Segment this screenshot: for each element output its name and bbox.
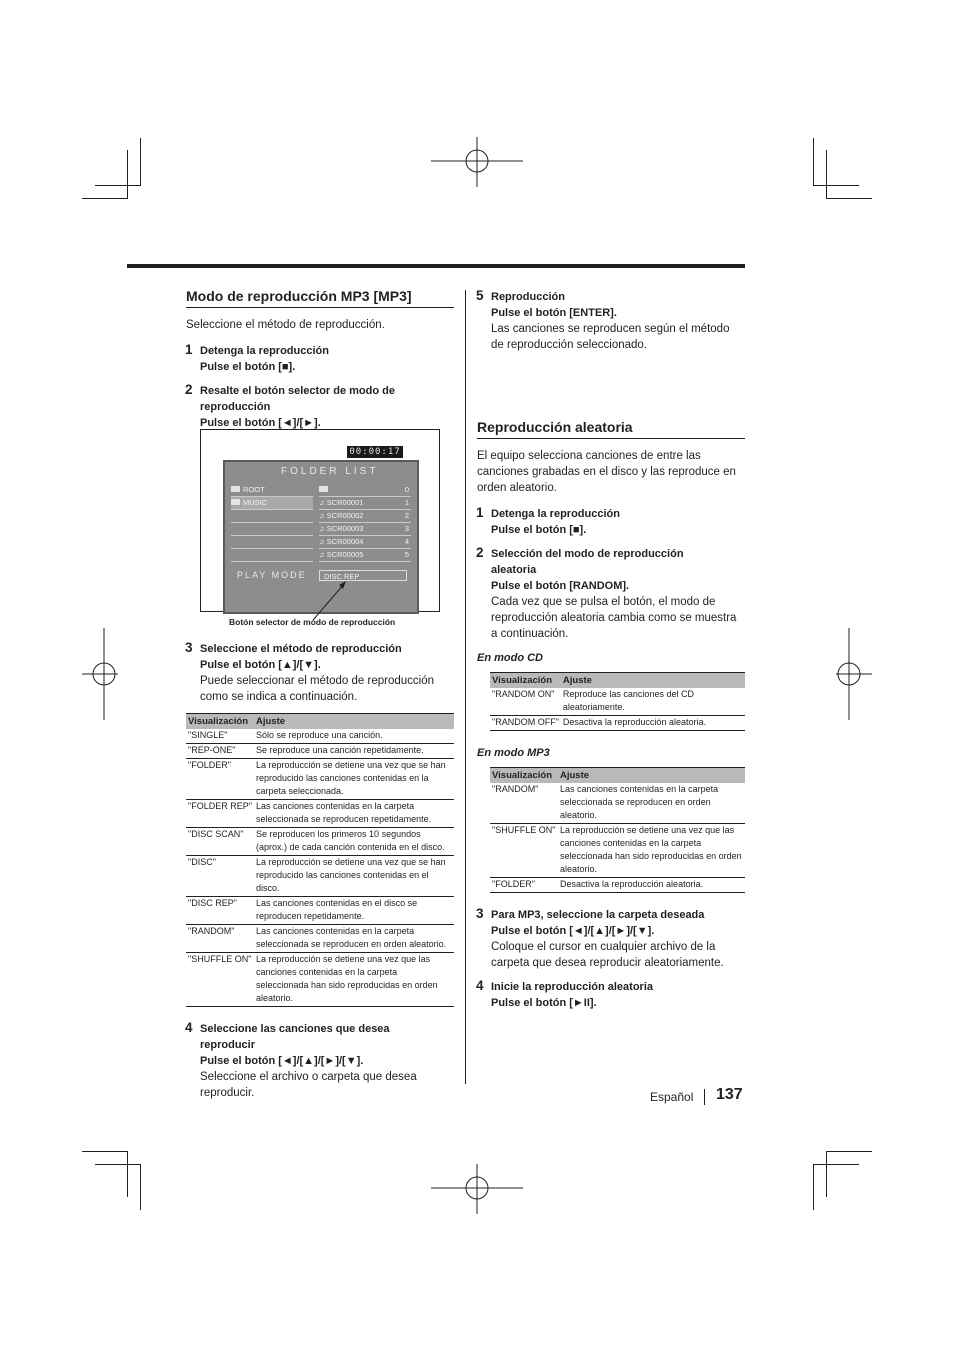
step-number: 3 (476, 906, 484, 921)
file-name: SCR00005 (326, 550, 364, 559)
step-number: 2 (476, 545, 484, 560)
right-file-pane (319, 484, 411, 560)
table-cell: La reproducción se detiene una vez que las canciones contenidas en la carpeta seleccionada han sido reproducidas en orden aleatorio. (558, 824, 745, 878)
table-cell: La reproducción se detiene una vez que las canciones contenidas en la carpeta seleccionada han sido reproducidas en orden aleatorio. (254, 953, 454, 1007)
file-name: SCR00002 (326, 511, 364, 520)
table-header: Visualización (490, 768, 558, 784)
table-cell: "RANDOM" (186, 925, 254, 953)
table-row (186, 897, 454, 925)
table-row (490, 824, 745, 878)
music-file-icon: ♫ (319, 537, 325, 546)
table-row (186, 953, 454, 1007)
folder-icon (231, 486, 240, 492)
step-instruction: Pulse el botón [■]. (200, 361, 296, 373)
folder-icon (231, 499, 240, 505)
step-heading: Detenga la reproducción (491, 508, 620, 520)
table-cell: Se reproducen los primeros 10 segundos (aprox.) de cada canción contenida en el disco. (254, 828, 454, 856)
list-item[interactable] (319, 497, 411, 510)
time-counter: 00:00:17 (347, 446, 403, 458)
table-cell: Desactiva la reproducción aleatoria. (561, 716, 745, 731)
item-number: 3 (404, 524, 409, 533)
table-cell: Las canciones contenidas en la carpeta seleccionada se reproducen repetidamente. (254, 800, 454, 828)
folder-icon (319, 486, 328, 492)
registration-mark-left (82, 628, 118, 720)
header-rule (127, 264, 745, 268)
left-column (186, 288, 454, 439)
step-4 (186, 1021, 454, 1101)
table-cell: Las canciones contenidas en el disco se reproducen repetidamente. (254, 897, 454, 925)
cd-mode-label: En modo CD (477, 652, 543, 664)
step-text: Coloque el cursor en cualquier archivo de la carpeta que desea reproducir aleatoriamente. (491, 941, 724, 969)
music-file-icon: ♫ (319, 524, 325, 533)
table-row (490, 688, 745, 716)
step-number: 5 (476, 288, 484, 303)
step-number: 1 (476, 505, 484, 520)
file-name: SCR00004 (326, 537, 364, 546)
step-number: 2 (185, 382, 193, 397)
table-row (186, 800, 454, 828)
step-heading: Seleccione las canciones que desea reproducir (200, 1023, 390, 1051)
table-row (490, 716, 745, 731)
table-cell: "RANDOM" (490, 783, 558, 824)
table-cell: "DISC" (186, 856, 254, 897)
music-file-icon: ♫ (319, 498, 325, 507)
step-text: Cada vez que se pulsa el botón, el modo de reproducción aleatoria cambia como se muestra a continuación. (491, 596, 737, 640)
step-heading: Detenga la reproducción (200, 345, 329, 357)
list-item[interactable] (319, 523, 411, 536)
table-header: Visualización (490, 673, 561, 689)
step-instruction: Pulse el botón [RANDOM]. (491, 580, 630, 592)
footer-separator (704, 1089, 705, 1105)
table-header: Ajuste (558, 768, 745, 784)
step-heading: Reproducción (491, 291, 565, 303)
step-1 (186, 343, 454, 375)
mp3-mode-label: En modo MP3 (477, 747, 550, 759)
list-item[interactable] (319, 484, 411, 497)
item-number: 2 (404, 511, 409, 520)
table-cell: Las canciones contenidas en la carpeta seleccionada se reproducen en orden aleatorio. (254, 925, 454, 953)
folder-name: MUSIC (243, 498, 268, 507)
table-cell: Sólo se reproduce una canción. (254, 729, 454, 744)
intro-text: Seleccione el método de reproducción. (186, 319, 385, 331)
step-number: 4 (185, 1020, 193, 1035)
table-cell: La reproducción se detiene una vez que se han reproducido las canciones contenidas en el disco. (254, 856, 454, 897)
table-header: Ajuste (254, 714, 454, 730)
table-cell: "DISC SCAN" (186, 828, 254, 856)
table-cell: Reproduce las canciones del CD aleatoriamente. (561, 688, 745, 716)
step-heading: Seleccione el método de reproducción (200, 643, 402, 655)
table-row (186, 856, 454, 897)
item-number: 1 (404, 498, 409, 507)
mp3-random-table (490, 767, 745, 893)
step-text: Las canciones se reproducen según el método de reproducción seleccionado. (491, 323, 730, 351)
file-name: SCR00001 (326, 498, 364, 507)
table-cell: "DISC REP" (186, 897, 254, 925)
step-heading: Inicie la reproducción aleatoria (491, 981, 653, 993)
step-3 (186, 641, 454, 705)
caption-pointer-arrow (310, 578, 350, 622)
item-number: 5 (404, 550, 409, 559)
page-number: 137 (716, 1086, 743, 1103)
table-cell: "RANDOM ON" (490, 688, 561, 716)
table-header: Ajuste (561, 673, 745, 689)
right-column (477, 289, 745, 1019)
table-row (186, 759, 454, 800)
list-item[interactable] (231, 497, 313, 510)
table-cell: Se reproduce una canción repetidamente. (254, 744, 454, 759)
table-cell: "REP-ONE" (186, 744, 254, 759)
step-instruction: Pulse el botón [◄]/[▲]/[►]/[▼]. (200, 1055, 364, 1067)
step-number: 1 (185, 342, 193, 357)
play-mode-table (186, 713, 454, 1007)
table-row (186, 729, 454, 744)
step-5 (477, 289, 745, 353)
step-instruction: Pulse el botón [▲]/[▼]. (200, 659, 321, 671)
step-heading: Para MP3, seleccione la carpeta deseada (491, 909, 705, 921)
registration-mark-bottom (431, 1164, 523, 1214)
list-item[interactable] (319, 510, 411, 523)
table-row (186, 744, 454, 759)
item-number: 0 (404, 485, 409, 494)
step-text: Puede seleccionar el método de reproducción como se indica a continuación. (200, 675, 434, 703)
step-2 (477, 546, 745, 642)
figure-caption: Botón selector de modo de reproducción (229, 617, 396, 627)
step-instruction: Pulse el botón [■]. (491, 524, 587, 536)
table-row (490, 783, 745, 824)
play-mode-label: PLAY MODE (237, 570, 307, 580)
step-instruction: Pulse el botón [◄]/[▲]/[►]/[▼]. (491, 925, 655, 937)
left-folder-pane (231, 484, 313, 560)
table-row (186, 828, 454, 856)
table-cell: "FOLDER REP" (186, 800, 254, 828)
table-cell: "FOLDER" (490, 878, 558, 893)
step-instruction: Pulse el botón [►II]. (491, 997, 597, 1009)
file-name: SCR00003 (326, 524, 364, 533)
music-file-icon: ♫ (319, 511, 325, 520)
step-heading: Selección del modo de reproducción aleatoria (491, 548, 684, 576)
play-mode-selector-button[interactable]: DISC REP (319, 570, 407, 581)
registration-mark-top (431, 137, 523, 187)
step-number: 3 (185, 640, 193, 655)
table-header: Visualización (186, 714, 254, 730)
footer-language: Español (650, 1090, 694, 1104)
left-column-lower (186, 641, 454, 1109)
table-cell: "FOLDER" (186, 759, 254, 800)
step-instruction: Pulse el botón [ENTER]. (491, 307, 617, 319)
table-cell: "SHUFFLE ON" (490, 824, 558, 878)
list-item[interactable] (319, 549, 411, 562)
item-number: 4 (404, 537, 409, 546)
list-item[interactable] (231, 484, 313, 497)
folder-list-title: FOLDER LIST (281, 466, 379, 477)
intro-text: El equipo selecciona canciones de entre las canciones grabadas en el disco y las reproduce en orden aleatorio. (477, 450, 736, 494)
list-item[interactable] (319, 536, 411, 549)
step-1 (477, 506, 745, 538)
step-number: 4 (476, 978, 484, 993)
step-heading: Resalte el botón selector de modo de reproducción (200, 385, 395, 413)
music-file-icon: ♫ (319, 550, 325, 559)
step-text: Seleccione el archivo o carpeta que desea reproducir. (200, 1071, 417, 1099)
table-cell: La reproducción se detiene una vez que se han reproducido las canciones contenidas en la carpeta seleccionada. (254, 759, 454, 800)
section-title-mp3-mode: Modo de reproducción MP3 [MP3] (186, 288, 454, 308)
table-cell: "SHUFFLE ON" (186, 953, 254, 1007)
step-instruction: Pulse el botón [◄]/[►]. (200, 417, 321, 429)
step-2 (186, 383, 454, 431)
section-title-random: Reproducción aleatoria (477, 419, 745, 439)
step-3 (477, 907, 745, 971)
table-cell: "RANDOM OFF" (490, 716, 561, 731)
step-4 (477, 979, 745, 1011)
table-row (490, 878, 745, 893)
registration-mark-right (836, 628, 872, 720)
table-cell: "SINGLE" (186, 729, 254, 744)
cd-random-table (490, 672, 745, 731)
column-divider (465, 290, 466, 1084)
table-row (186, 925, 454, 953)
table-cell: Desactiva la reproducción aleatoria. (558, 878, 745, 893)
table-cell: Las canciones contenidas en la carpeta seleccionada se reproducen en orden aleatorio. (558, 783, 745, 824)
folder-name: ROOT (243, 485, 265, 494)
